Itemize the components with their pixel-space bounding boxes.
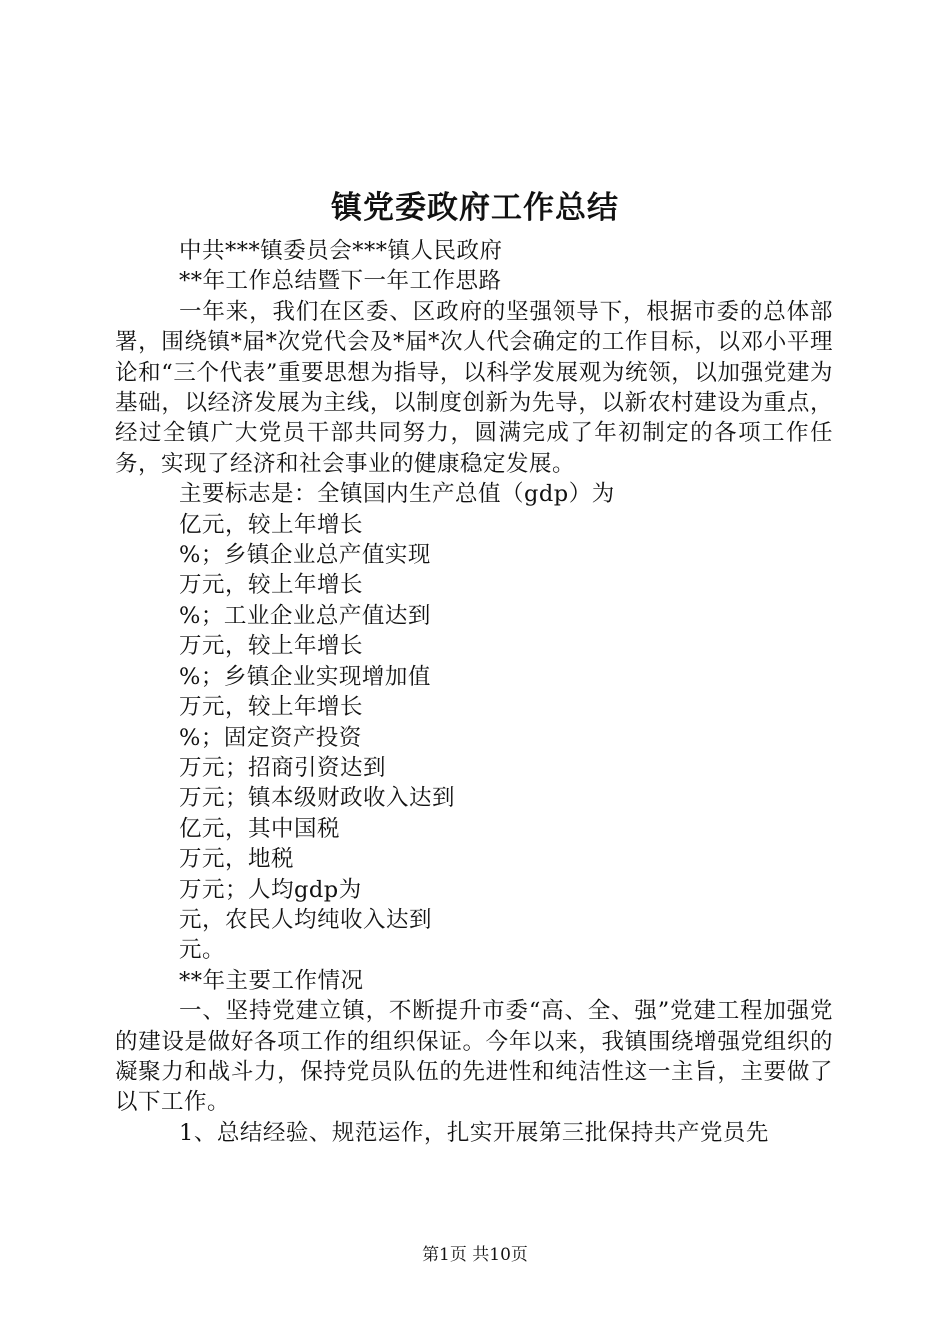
indicator-line: 亿元，较上年增长 xyxy=(179,511,364,538)
header-line-2: **年工作总结暨下一年工作思路 xyxy=(179,268,502,295)
indicator-line: %；乡镇企业总产值实现 xyxy=(179,542,431,569)
indicator-line: 万元；人均gdp为 xyxy=(179,876,362,903)
indicator-line: 万元，地税 xyxy=(179,846,295,873)
item-1-paragraph: 1、总结经验、规范运作，扎实开展第三批保持共产党员先 xyxy=(179,1119,769,1146)
indicators-lead: 主要标志是：全镇国内生产总值（gdp）为 xyxy=(179,481,615,508)
indicator-line: 万元；招商引资达到 xyxy=(179,754,387,781)
document-body xyxy=(115,236,833,1148)
intro-paragraph: 一年来，我们在区委、区政府的坚强领导下，根据市委的总体部署，围绕镇*届*次党代会及*届*次人代会确定的工作目标，以邓小平理论和“三个代表”重要思想为指导，以科学发展观为统领，以加强党建为基础，以经济发展为主线，以制度创新为先导，以新农村建设为重点，经过全镇广大党员干部共同努力，圆满完成了年初制定的各项工作任务，实现了经济和社会事业的健康稳定发展。 xyxy=(115,298,833,477)
section-1-paragraph: 一、坚持党建立镇，不断提升市委“高、全、强”党建工程加强党的建设是做好各项工作的组织保证。今年以来，我镇围绕增强党组织的凝聚力和战斗力，保持党员队伍的先进性和纯洁性这一主旨，主要做了以下工作。 xyxy=(115,998,833,1116)
document-title: 镇党委政府工作总结 xyxy=(331,190,619,226)
indicator-line: 亿元，其中国税 xyxy=(179,815,341,842)
indicator-line: %；工业企业总产值达到 xyxy=(179,602,431,629)
indicator-line: %；固定资产投资 xyxy=(179,724,362,751)
indicator-line: 万元，较上年增长 xyxy=(179,694,364,721)
indicator-line: %；乡镇企业实现增加值 xyxy=(179,663,431,690)
indicator-line: 万元，较上年增长 xyxy=(179,633,364,660)
header-line-1: 中共***镇委员会***镇人民政府 xyxy=(179,238,503,264)
page-footer: 第1页 共10页 xyxy=(422,1245,528,1265)
indicator-line: 万元；镇本级财政收入达到 xyxy=(179,785,456,812)
indicator-line: 元。 xyxy=(179,937,226,964)
section-heading: **年主要工作情况 xyxy=(179,967,364,994)
indicator-line: 元，农民人均纯收入达到 xyxy=(179,906,433,933)
indicator-line: 万元，较上年增长 xyxy=(179,572,364,599)
